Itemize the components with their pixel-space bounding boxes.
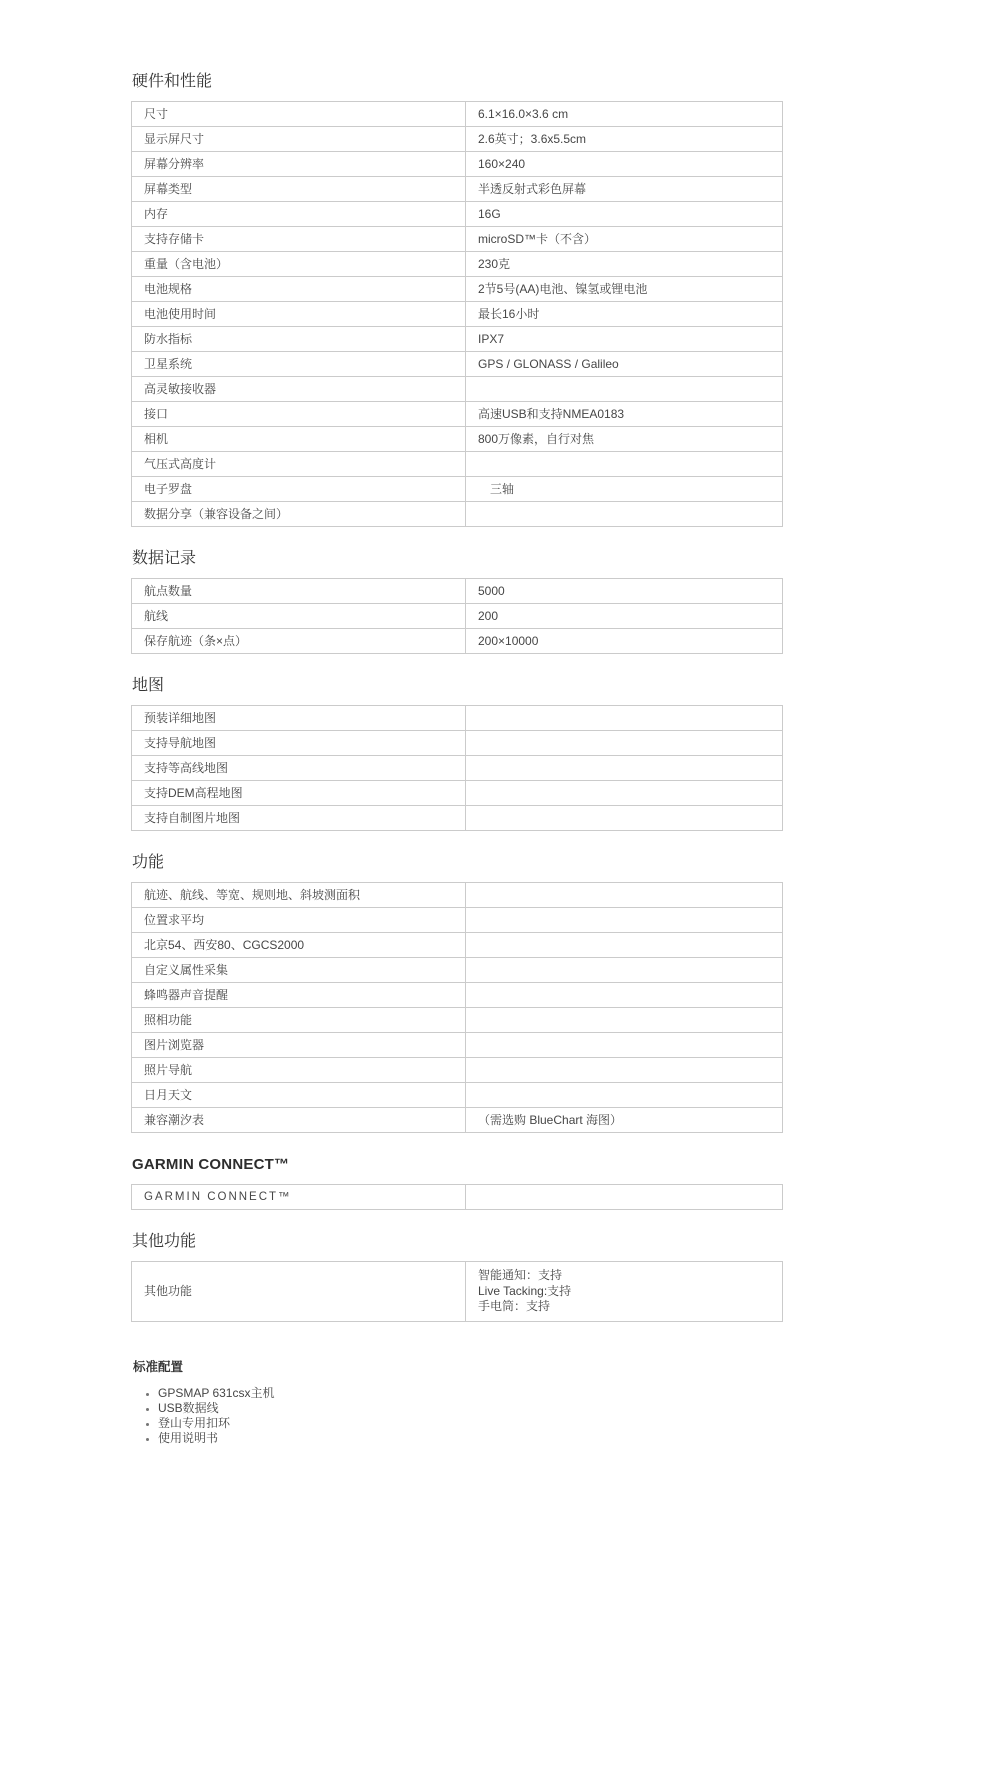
spec-value: 高速USB和支持NMEA0183: [466, 402, 783, 427]
package-item: • GPSMAP 631csx主机: [158, 1386, 783, 1401]
spec-label: 电子罗盘: [132, 477, 466, 502]
spec-label: 尺寸: [132, 102, 466, 127]
table-row: [132, 629, 783, 654]
table-row: [132, 908, 783, 933]
spec-label: 支持自制图片地图: [132, 806, 466, 831]
table-row: [132, 452, 783, 477]
spec-label: 北京54、西安80、CGCS2000: [132, 933, 466, 958]
spec-value: 最长16小时: [466, 302, 783, 327]
spec-value: （需选购 BlueChart 海图）: [466, 1108, 783, 1133]
spec-label: 卫星系统: [132, 352, 466, 377]
spec-content: [131, 72, 783, 1446]
table-row: [132, 1262, 783, 1322]
spec-table: [131, 578, 783, 654]
spec-value: [466, 908, 783, 933]
spec-label: GARMIN CONNECT™: [132, 1185, 466, 1210]
table-row: [132, 731, 783, 756]
spec-value: 200: [466, 604, 783, 629]
spec-value: 160×240: [466, 152, 783, 177]
spec-label: 屏幕类型: [132, 177, 466, 202]
table-row: [132, 152, 783, 177]
standard-package-heading: 标准配置: [133, 1359, 184, 1374]
spec-label: 高灵敏接收器: [132, 377, 466, 402]
table-row: [132, 604, 783, 629]
spec-value: [466, 983, 783, 1008]
spec-value: 半透反射式彩色屏幕: [466, 177, 783, 202]
spec-label: 支持DEM高程地图: [132, 781, 466, 806]
spec-label: 照相功能: [132, 1008, 466, 1033]
spec-value-line: 智能通知：支持: [478, 1268, 563, 1282]
spec-label: 重量（含电池）: [132, 252, 466, 277]
spec-label: 显示屏尺寸: [132, 127, 466, 152]
table-row: [132, 252, 783, 277]
spec-label: 预装详细地图: [132, 706, 466, 731]
spec-table: [131, 882, 783, 1133]
spec-label: 内存: [132, 202, 466, 227]
spec-value: [466, 1262, 783, 1322]
spec-value: [466, 1185, 783, 1210]
spec-value: [466, 1033, 783, 1058]
spec-label: 电池规格: [132, 277, 466, 302]
spec-value: [466, 1083, 783, 1108]
spec-label: 屏幕分辨率: [132, 152, 466, 177]
spec-value: microSD™卡（不含）: [466, 227, 783, 252]
spec-sections: [131, 72, 783, 1322]
table-row: [132, 177, 783, 202]
spec-value: 三轴: [466, 477, 783, 502]
spec-value: 2节5号(AA)电池、镍氢或锂电池: [466, 277, 783, 302]
table-row: [132, 756, 783, 781]
section-heading: 硬件和性能: [132, 73, 213, 90]
spec-value: [466, 806, 783, 831]
spec-value: IPX7: [466, 327, 783, 352]
spec-value: [466, 1008, 783, 1033]
table-row: [132, 1058, 783, 1083]
spec-label: 照片导航: [132, 1058, 466, 1083]
standard-package-list: [131, 1386, 783, 1446]
spec-value-line: Live Tacking:支持: [478, 1283, 572, 1298]
spec-value: [466, 706, 783, 731]
table-row: [132, 1033, 783, 1058]
spec-value: 6.1×16.0×3.6 cm: [466, 102, 783, 127]
spec-label: 自定义属性采集: [132, 958, 466, 983]
table-row: [132, 102, 783, 127]
spec-label: 相机: [132, 427, 466, 452]
section-heading: GARMIN CONNECT™: [132, 1156, 290, 1173]
table-row: [132, 1008, 783, 1033]
package-item: • 使用说明书: [158, 1431, 783, 1446]
table-row: [132, 806, 783, 831]
spec-value: [466, 452, 783, 477]
spec-label: 保存航迹（条×点）: [132, 629, 466, 654]
spec-value: [466, 1058, 783, 1083]
spec-table: [131, 1184, 783, 1210]
spec-value: [466, 933, 783, 958]
spec-value-line: 手电筒：支持: [478, 1299, 551, 1313]
spec-label: 其他功能: [132, 1262, 466, 1322]
table-row: [132, 302, 783, 327]
spec-table: [131, 705, 783, 831]
table-row: [132, 477, 783, 502]
spec-value: [466, 756, 783, 781]
spec-label: 支持存储卡: [132, 227, 466, 252]
table-row: [132, 227, 783, 252]
section-heading: 其他功能: [132, 1233, 197, 1250]
spec-table: [131, 101, 783, 527]
table-row: [132, 1185, 783, 1210]
section-heading: 地图: [132, 677, 165, 694]
spec-label: 图片浏览器: [132, 1033, 466, 1058]
spec-value: [466, 781, 783, 806]
section-heading: 数据记录: [132, 550, 197, 567]
spec-label: 支持导航地图: [132, 731, 466, 756]
table-row: [132, 127, 783, 152]
table-row: [132, 883, 783, 908]
spec-value: [466, 958, 783, 983]
spec-value: 5000: [466, 579, 783, 604]
table-row: [132, 502, 783, 527]
standard-package-section: [131, 1360, 783, 1446]
spec-value: 800万像素，自行对焦: [466, 427, 783, 452]
table-row: [132, 983, 783, 1008]
table-row: [132, 277, 783, 302]
table-row: [132, 427, 783, 452]
spec-value: 16G: [466, 202, 783, 227]
spec-label: 兼容潮汐表: [132, 1108, 466, 1133]
package-item: • USB数据线: [158, 1401, 783, 1416]
spec-value: [466, 731, 783, 756]
spec-value: 200×10000: [466, 629, 783, 654]
table-row: [132, 202, 783, 227]
spec-value: GPS / GLONASS / Galileo: [466, 352, 783, 377]
table-row: [132, 958, 783, 983]
spec-label: 接口: [132, 402, 466, 427]
spec-label: 位置求平均: [132, 908, 466, 933]
table-row: [132, 352, 783, 377]
table-row: [132, 706, 783, 731]
spec-label: 防水指标: [132, 327, 466, 352]
spec-label: 蜂鸣器声音提醒: [132, 983, 466, 1008]
table-row: [132, 402, 783, 427]
table-row: [132, 1108, 783, 1133]
spec-table: [131, 1261, 783, 1322]
spec-value: [466, 502, 783, 527]
spec-label: 航点数量: [132, 579, 466, 604]
spec-value: [466, 883, 783, 908]
spec-label: 航迹、航线、等宽、规则地、斜坡测面积: [132, 883, 466, 908]
spec-value: 2.6英寸；3.6x5.5cm: [466, 127, 783, 152]
spec-label: 日月天文: [132, 1083, 466, 1108]
spec-label: 气压式高度计: [132, 452, 466, 477]
spec-value: [466, 377, 783, 402]
spec-value: 230克: [466, 252, 783, 277]
table-row: [132, 377, 783, 402]
package-item: • 登山专用扣环: [158, 1416, 783, 1431]
spec-label: 电池使用时间: [132, 302, 466, 327]
spec-label: 航线: [132, 604, 466, 629]
section-heading: 功能: [132, 854, 165, 871]
table-row: [132, 933, 783, 958]
table-row: [132, 1083, 783, 1108]
spec-label: 数据分享（兼容设备之间）: [132, 502, 466, 527]
table-row: [132, 579, 783, 604]
table-row: [132, 327, 783, 352]
table-row: [132, 781, 783, 806]
spec-label: 支持等高线地图: [132, 756, 466, 781]
